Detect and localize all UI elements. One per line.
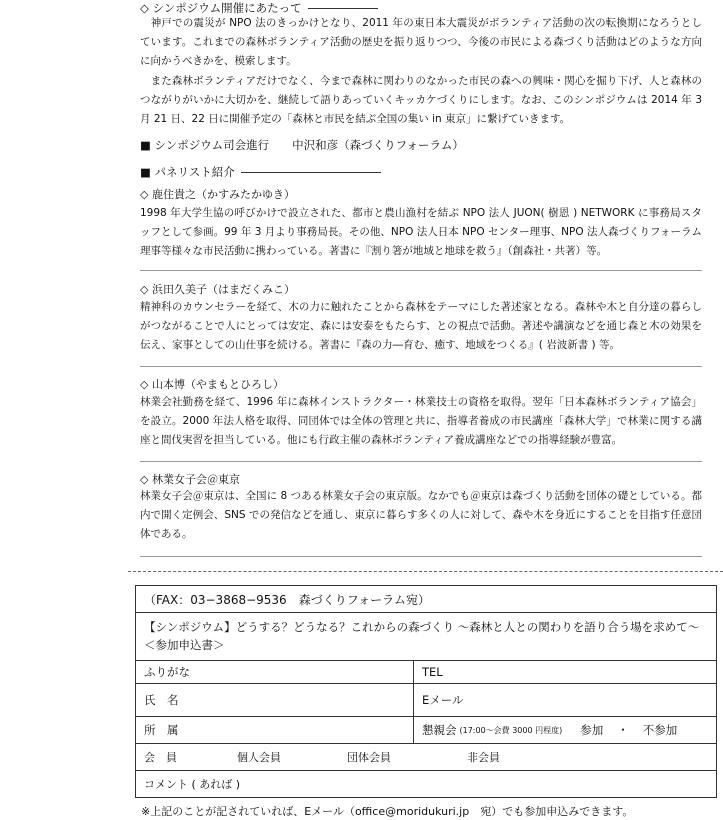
tel-field[interactable] [414, 661, 716, 683]
party-note: (17:00～会費 3000 円程度) [459, 725, 563, 735]
member-group-option[interactable]: 団体会員 [347, 751, 391, 764]
furigana-field[interactable] [136, 661, 414, 683]
form-title [136, 613, 707, 654]
section-divider [140, 461, 702, 462]
panelist-bio: 1998 年大学生協の呼びかけで設立された、都市と農山漁村を結ぶ NPO 法人 JUON( 樹恩 ) NETWORK に事務局スタッフとして参画。99 年 3 月より事務局長。その他、NPO 法人日本 NPO センター理事、NPO 法人森づくりフォーラム理事等様々な市民活動に携わっている。著書に『割り箸が地域と地球を救う』（創森社・共著）等。 [140, 207, 702, 257]
member-individual-option[interactable]: 個人会員 [237, 751, 281, 764]
name-label: 氏 名 [144, 693, 179, 707]
furigana-label: ふりがな [144, 665, 190, 679]
intro-heading-text: ◇ シンポジウム開催にあたって [140, 1, 302, 15]
party-field [414, 717, 716, 743]
panelists-heading-text: ■ パネリスト紹介 [140, 165, 235, 179]
heading-rule [308, 8, 378, 9]
member-label: 会 員 [144, 751, 177, 764]
comment-field[interactable] [136, 771, 716, 797]
panelist-bio: 林業会社勤務を経て、1996 年に森林インストラクター・林業技士の資格を取得。翌年「日本森林ボランティア協会」を設立。2000 年法人格を取得、同団体では全体の管理と共に、指導者養成の市民講座「森林大学」で林業に関する講座と間伐実習を担当している。他にも行政主催の森林ボランティア養成講座などでの指導経験が豊富。 [140, 396, 702, 446]
panelist-bio: 林業女子会＠東京は、全国に 8 つある林業女子会の東京版。なかでも＠東京は森づくり活動を団体の礎としている。都内で開く定例会、SNS での発信などを通し、東京に暮らす多くの人に対して、森や木を身近にすることを目指す任意団体である。 [140, 490, 702, 540]
cut-line [128, 571, 723, 572]
fax-line: （FAX：03−3868−9536 森づくりフォーラム宛） [144, 592, 430, 607]
title-row [136, 612, 716, 660]
fax-row [136, 586, 716, 612]
panelist-name: ◇ 鹿住貴之（かすみたかゆき） [140, 188, 295, 201]
panelist-name: ◇ 浜田久美子（はまだくみこ） [140, 283, 295, 296]
form-title-line1: 【シンポジウム】どうする？どうなる？これからの森づくり ～森林と人との関わりを語り合う場を求めて～ [144, 620, 700, 634]
tel-label: TEL [422, 665, 443, 679]
panelist-bio: 精神科のカウンセラーを経て、木の力に触れたことから森林をテーマにした著述家となる。森林や木と自分達の暮らしがつながることで人にとっては安定、森には安泰をもたらす、との視点で活動。著述や講演などを通じ森と木の効果を伝え、家事としての山仕事を続ける。著書に『森の力―育む、癒す、地域をつくる』( 岩波新書 ) 等。 [140, 301, 702, 351]
affiliation-label: 所 属 [144, 723, 179, 737]
email-field[interactable] [414, 684, 716, 716]
email-label: Eメール [422, 693, 464, 707]
not-attend-option[interactable]: 不参加 [642, 723, 678, 737]
name-row [136, 683, 716, 716]
panelist-name: ◇ 山本博（やまもとひろし） [140, 378, 284, 391]
member-field [136, 744, 716, 770]
footnote: ※上記のことが記されていれば、Eメール（office@moridukuri.jp 宛）でも参加申込みできます。 [141, 805, 634, 818]
affiliation-row [136, 716, 716, 743]
furigana-row [136, 660, 716, 683]
party-label: 懇親会 [422, 723, 457, 737]
option-separator: ・ [617, 723, 629, 737]
section-divider [140, 366, 702, 367]
affiliation-field[interactable] [136, 717, 414, 743]
panelists-heading [140, 164, 381, 180]
name-field[interactable] [136, 684, 414, 716]
panelist-name: ◇ 林業女子会＠東京 [140, 473, 240, 486]
intro-paragraph-2: また森林ボランティアだけでなく、今まで森林に関わりのなかった市民の森への興味・関心を掘り下げ、人と森林のつながりがいかに大切かを、継続して語りあっていくキッカケづくりにします。なお、このシンポジウムは 2014 年 3 月 21 日、22 日に開催予定の「森林と市民を結ぶ全国の集い in 東京」に繋げていきます。 [140, 75, 702, 125]
section-divider [140, 270, 702, 271]
section-divider [140, 556, 702, 557]
comment-row [136, 770, 716, 797]
intro-paragraph-1: 神戸での震災が NPO 法のきっかけとなり、2011 年の東日本大震災がボランティア活動の次の転換期になろうとしています。これまでの森林ボランティア活動の歴史を振り返りつつ、今後の市民による森づくり活動はどのような方向に向かうべきかを、模索します。 [140, 17, 702, 67]
application-form [135, 585, 717, 798]
member-non-option[interactable]: 非会員 [467, 751, 500, 764]
moderator-line: ■ シンポジウム司会進行 中沢和彦（森づくりフォーラム） [140, 138, 464, 152]
comment-label: コメント ( あれば ) [144, 778, 241, 791]
member-row [136, 743, 716, 770]
form-title-line2: ＜参加申込書＞ [144, 638, 225, 652]
heading-rule [241, 172, 381, 173]
attend-option[interactable]: 参加 [580, 723, 604, 737]
